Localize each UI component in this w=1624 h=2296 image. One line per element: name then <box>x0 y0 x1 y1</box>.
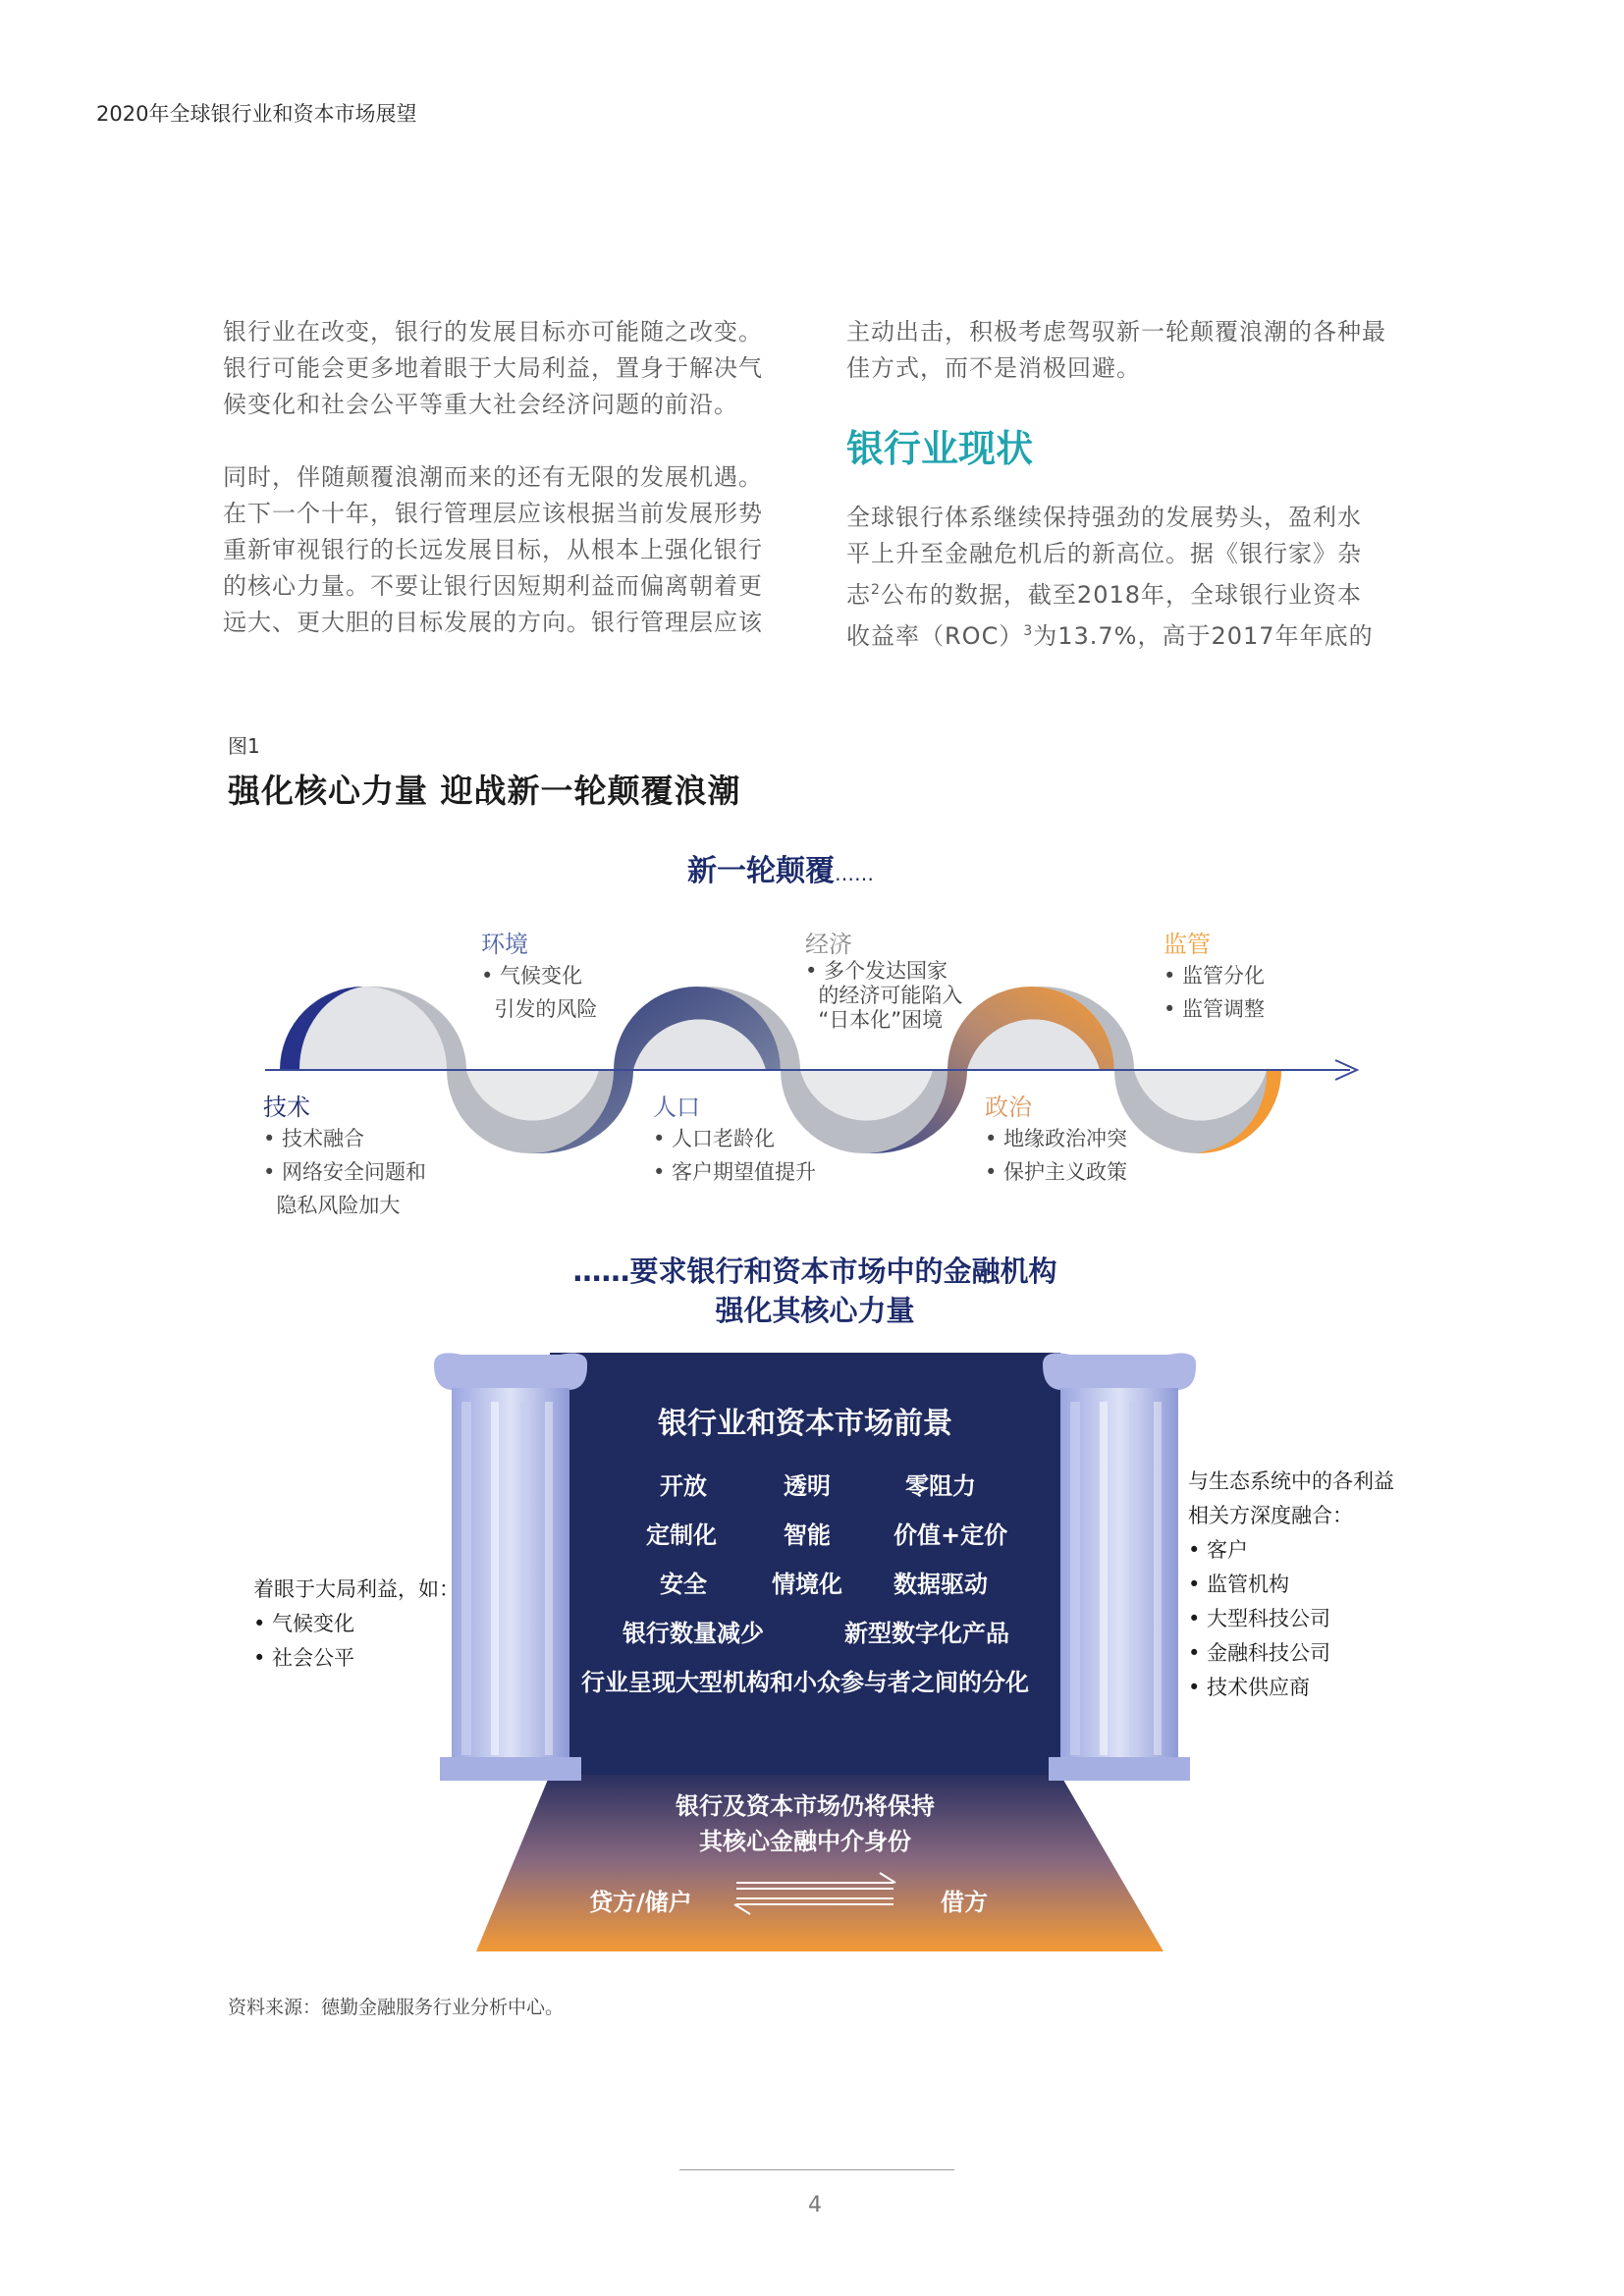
base-line: 其核心金融中介身份 <box>699 1828 911 1855</box>
wave-group-economy <box>805 925 962 1033</box>
text-line: 候变化和社会公平等重大社会经济问题的前沿。 <box>223 391 738 418</box>
text-line <box>846 572 1426 614</box>
text-fragment: 为13.7%，高于2017年年底的 <box>1033 622 1374 650</box>
note-item: • 客户 <box>1188 1538 1249 1562</box>
base-left-label: 贷方/储户 <box>589 1889 692 1916</box>
footer-divider <box>679 2169 954 2170</box>
panel-item: 透明 <box>784 1472 831 1500</box>
text-line: 佳方式，而不是消极回避。 <box>846 354 1141 382</box>
group-title: 政治 <box>985 1094 1032 1121</box>
wave-group-population <box>653 1088 816 1189</box>
group-item: 的经济可能陷入 <box>805 984 963 1007</box>
footnote-ref[interactable]: 3 <box>1023 623 1034 639</box>
text-fragment: 收益率（ROC） <box>846 622 1024 650</box>
group-title: 监管 <box>1164 931 1211 958</box>
group-item: “日本化”困境 <box>805 1008 944 1032</box>
text-line: 重新审视银行的长远发展目标，从根本上强化银行 <box>223 536 763 563</box>
left-paragraph-1 <box>223 314 802 423</box>
figure-title: 强化核心力量 迎战新一轮颠覆浪潮 <box>228 772 741 810</box>
note-item: • 监管机构 <box>1188 1573 1290 1596</box>
text-fragment: 公布的数据，截至2018年，全球银行业资本 <box>880 581 1362 609</box>
right-column <box>846 314 1426 655</box>
panel-content <box>550 1399 1060 1442</box>
left-side-note <box>253 1573 460 1676</box>
group-item: 引发的风险 <box>481 997 598 1021</box>
note-title: 着眼于大局利益，如： <box>253 1577 460 1601</box>
group-item: • 地缘政治冲突 <box>985 1127 1128 1150</box>
text-line: 主动出击，积极考虑驾驭新一轮颠覆浪潮的各种最 <box>846 318 1386 346</box>
group-item: • 气候变化 <box>481 964 583 988</box>
note-item: • 技术供应商 <box>1188 1676 1311 1699</box>
wave-heading <box>687 846 874 889</box>
text-line: 全球银行体系继续保持强劲的发展势头，盈利水 <box>846 504 1362 531</box>
panel-item: 银行数量减少 <box>623 1620 764 1647</box>
note-item: • 大型科技公司 <box>1188 1607 1331 1630</box>
group-title: 环境 <box>481 931 528 958</box>
group-item: • 保护主义政策 <box>985 1160 1128 1184</box>
panel-item: 数据驱动 <box>893 1571 988 1598</box>
group-item: • 人口老龄化 <box>653 1127 776 1150</box>
group-item: • 监管分化 <box>1164 964 1266 988</box>
left-column <box>223 314 802 641</box>
section-heading: 银行业现状 <box>846 427 1034 470</box>
figure-source: 资料来源：德勤金融服务行业分析中心。 <box>228 1997 565 2018</box>
text-line: 的核心力量。不要让银行因短期利益而偏离朝着更 <box>223 572 763 600</box>
base-line: 银行及资本市场仍将保持 <box>676 1792 935 1820</box>
panel-bottom-row <box>550 1663 1060 1697</box>
panel-title: 银行业和资本市场前景 <box>658 1407 952 1441</box>
right-pillar <box>1043 1353 1196 1781</box>
group-title: 技术 <box>263 1094 310 1121</box>
panel-item: 零阻力 <box>905 1472 976 1500</box>
text-line: 平上升至金融危机后的新高位。据《银行家》杂 <box>846 540 1362 567</box>
panel-item: 情境化 <box>772 1571 842 1598</box>
group-item: • 技术融合 <box>263 1127 365 1150</box>
left-paragraph-2 <box>223 459 802 641</box>
text-line: 银行业在改变，银行的发展目标亦可能随之改变。 <box>223 318 763 346</box>
note-title-line: 与生态系统中的各利益 <box>1188 1469 1394 1493</box>
right-paragraph-2 <box>846 500 1426 655</box>
wave-group-regulation <box>1164 925 1265 1026</box>
document-header: 2020年全球银行业和资本市场展望 <box>96 102 417 126</box>
panel-item: 开放 <box>660 1472 707 1500</box>
requirement-line: 强化其核心力量 <box>715 1294 915 1327</box>
base-right-label: 借方 <box>941 1889 988 1916</box>
right-side-note <box>1188 1465 1394 1705</box>
group-item: • 监管调整 <box>1164 997 1266 1021</box>
group-title: 人口 <box>653 1094 700 1121</box>
text-fragment: 志 <box>846 581 871 609</box>
wave-group-environment <box>481 925 597 1026</box>
note-item: • 气候变化 <box>253 1612 355 1635</box>
text-line: 银行可能会更多地着眼于大局利益，置身于解决气 <box>223 354 763 382</box>
panel-item: 安全 <box>660 1571 707 1598</box>
group-title: 经济 <box>805 931 852 958</box>
panel-item: 行业呈现大型机构和小众参与者之间的分化 <box>581 1669 1029 1696</box>
text-line: 在下一个十年，银行管理层应该根据当前发展形势 <box>223 500 763 527</box>
group-item: • 多个发达国家 <box>805 959 948 983</box>
wave-heading-text: 新一轮颠覆 <box>687 854 835 888</box>
group-item: • 客户期望值提升 <box>653 1160 817 1184</box>
right-paragraph-1 <box>846 314 1426 387</box>
page-number: 4 <box>808 2193 822 2217</box>
note-item: • 社会公平 <box>253 1646 355 1670</box>
text-line: 远大、更大胆的目标发展的方向。银行管理层应该 <box>223 609 763 636</box>
figure-label: 图1 <box>228 734 260 758</box>
footnote-ref[interactable]: 2 <box>871 582 881 598</box>
requirement-heading <box>432 1252 1198 1330</box>
group-item: 隐私风险加大 <box>263 1194 401 1217</box>
panel-item: 智能 <box>784 1522 831 1549</box>
group-item: • 网络安全问题和 <box>263 1160 427 1184</box>
requirement-line: ……要求银行和资本市场中的金融机构 <box>572 1255 1057 1288</box>
text-line: 同时，伴随颠覆浪潮而来的还有无限的发展机遇。 <box>223 463 763 491</box>
wave-heading-dots: …… <box>835 862 874 885</box>
panel-item: 价值+定价 <box>893 1522 1008 1549</box>
panel-item: 定制化 <box>646 1522 717 1549</box>
text-line <box>846 614 1426 655</box>
note-title-line: 相关方深度融合： <box>1188 1504 1353 1527</box>
panel-item: 新型数字化产品 <box>844 1620 1009 1647</box>
note-item: • 金融科技公司 <box>1188 1641 1331 1665</box>
base-statement <box>550 1789 1060 1859</box>
wave-group-politics <box>985 1088 1127 1189</box>
wave-group-technology <box>263 1088 426 1222</box>
temple-graphic <box>422 1353 1208 1951</box>
